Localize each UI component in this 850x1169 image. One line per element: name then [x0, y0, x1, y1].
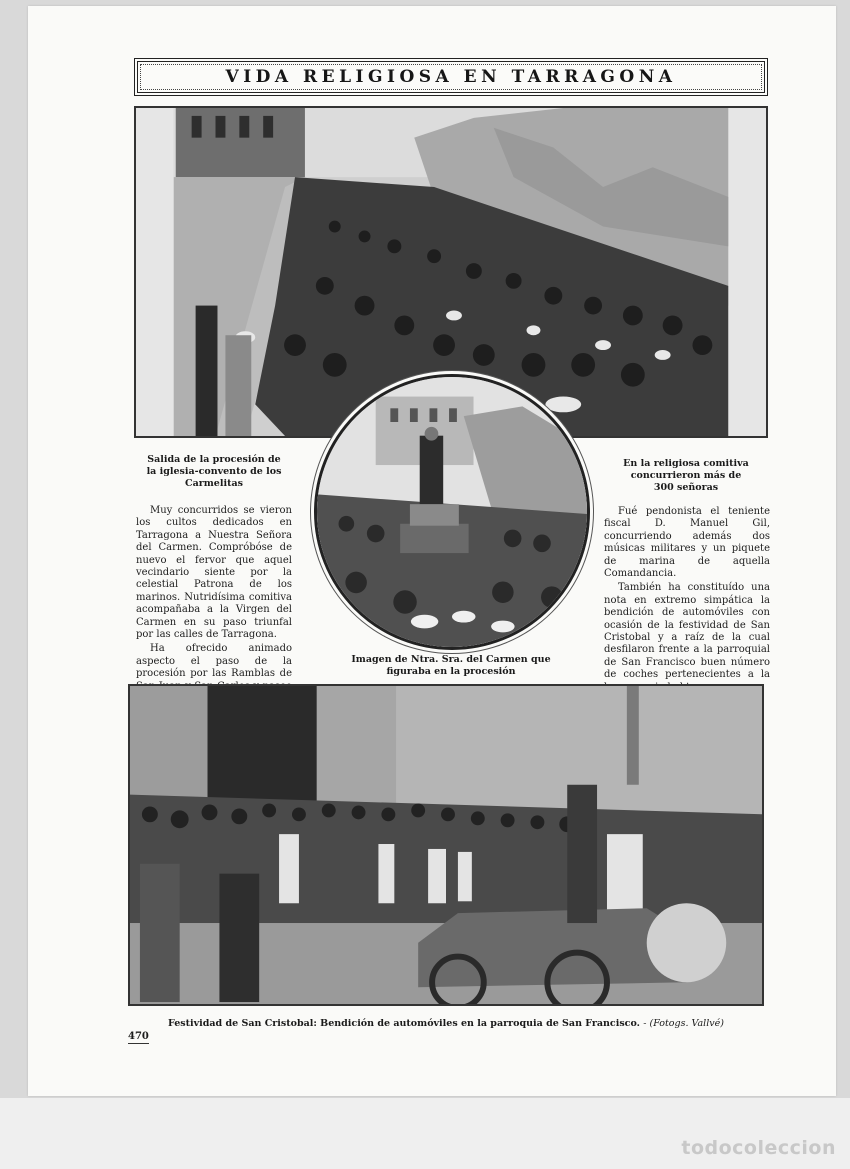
article-paragraph: También ha constituído una nota en extremo simpática la bendición de automóviles con ocasión de la festividad de San Cristobal y a raíz de la cual desfilaron frente a la parroquial de San Francisco buen número de coches pertenecientes a la: [604, 582, 770, 681]
photo-car-blessing: [128, 684, 764, 1006]
photo-credit: - (Fotogs. Vallvé): [643, 1018, 724, 1029]
caption-ladies-attendance: En la religiosa comitiva concurrieron más de 300 señoras: [623, 458, 749, 493]
article-title: VIDA RELIGIOSA EN TARRAGONA: [225, 67, 677, 87]
page-number: 470: [128, 1031, 149, 1042]
article-text-left-column: [136, 505, 292, 708]
caption-procession-departure: Salida de la procesión de la iglesia-convento de los Carmelitas: [146, 454, 282, 489]
article-paragraph: Muy concurridos se vieron los cultos dedicados en Tarragona a Nuestra Señora del Carmen. Compróbóse de nuevo el fervor que aquel vecindario siente por la celestial Patrona de los marinos. Nutridísima comitiva acompañaba a la Virgen del Carmen en su paso triunfal por las calles de Tarragona.: [136, 505, 292, 641]
caption-car-blessing-text: Festividad de San Cristobal: Bendición de automóviles en la parroquia de San Francisco.: [168, 1018, 640, 1029]
article-paragraph: Ha ofrecido animado aspecto el paso de la procesión por las Ramblas de: [136, 643, 292, 680]
photo-virgin-image: [314, 374, 590, 650]
scan-background: [0, 1098, 850, 1169]
article-title-box: [134, 58, 768, 96]
article-text-right-column: [604, 506, 770, 696]
caption-car-blessing: [168, 1018, 728, 1029]
caption-virgin-image: Imagen de Ntra. Sra. del Carmen que figuraba en la procesión: [351, 654, 551, 677]
watermark-text: todocoleccion: [681, 1137, 836, 1159]
article-paragraph: Fué pendonista el teniente fiscal D. Manuel Gil, concurriendo además dos músicas militares y un piquete de marina de aquella Comandancia.: [604, 506, 770, 580]
